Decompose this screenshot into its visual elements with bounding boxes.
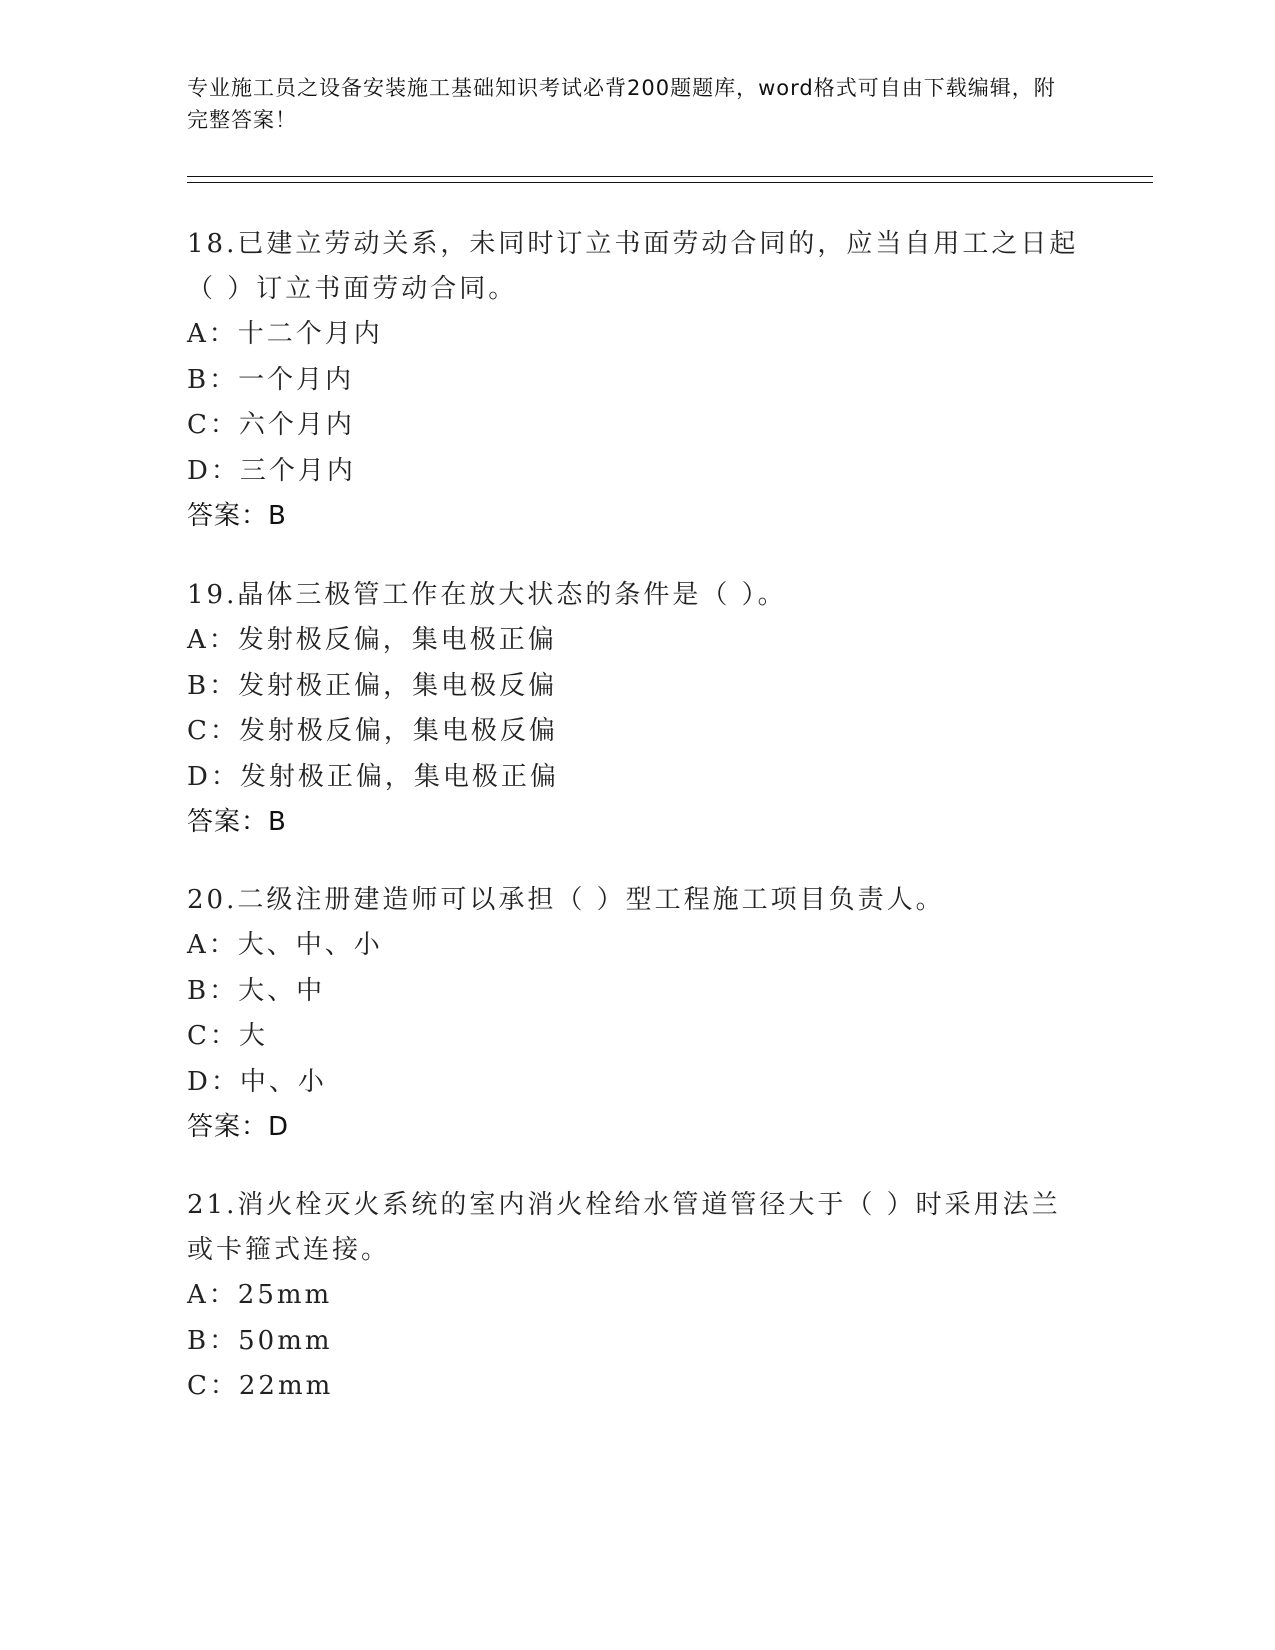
option-b: B：大、中 (187, 975, 326, 1006)
header-divider (187, 176, 1153, 183)
question-stem: 19.晶体三极管工作在放大状态的条件是（ ）。 (187, 580, 787, 610)
option-c: C：大 (187, 1021, 268, 1051)
option-c: C：六个月内 (187, 410, 355, 440)
option-a: A：十二个月内 (187, 319, 383, 349)
option-a: A：发射极反偏，集电极正偏 (187, 625, 557, 655)
option-d: D：三个月内 (187, 455, 356, 486)
question-18 (187, 222, 1087, 539)
option-d: D：中、小 (187, 1066, 327, 1097)
question-19 (187, 573, 1087, 845)
question-stem: 18.已建立劳动关系，未同时订立书面劳动合同的，应当自用工之日起（ ）订立书面劳动合同。 (187, 229, 1079, 304)
option-d: D：发射极正偏，集电极正偏 (187, 761, 559, 792)
answer: 答案：D (187, 1112, 290, 1142)
answer: 答案：B (187, 807, 287, 837)
question-20 (187, 878, 1087, 1150)
answer: 答案：B (187, 501, 287, 531)
option-c: C：22mm (187, 1371, 334, 1401)
option-b: B：一个月内 (187, 364, 355, 395)
question-stem: 21.消火栓灭火系统的室内消火栓给水管道管径大于（ ）时采用法兰或卡箍式连接。 (187, 1190, 1061, 1265)
question-21 (187, 1183, 1087, 1410)
option-b: B：50mm (187, 1325, 333, 1356)
option-b: B：发射极正偏，集电极反偏 (187, 670, 558, 701)
option-c: C：发射极反偏，集电极反偏 (187, 716, 558, 746)
question-stem: 20.二级注册建造师可以承担（ ）型工程施工项目负责人。 (187, 885, 945, 915)
document-header: 专业施工员之设备安装施工基础知识考试必背200题题库，word格式可自由下载编辑，附完整答案！ (187, 76, 1056, 132)
option-a: A：大、中、小 (187, 930, 383, 960)
option-a: A：25mm (187, 1280, 333, 1310)
